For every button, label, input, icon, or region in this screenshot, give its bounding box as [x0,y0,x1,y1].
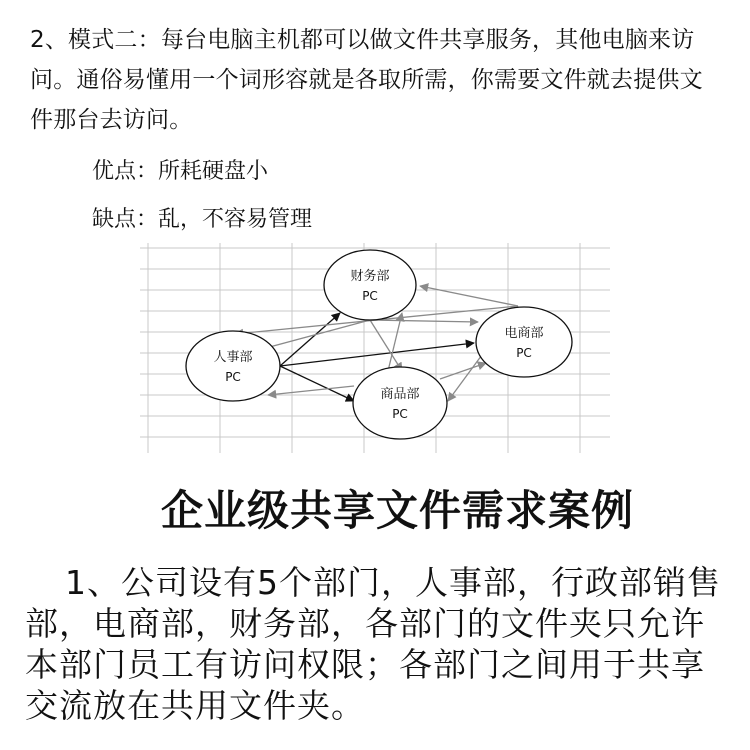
pros-line: 优点：所耗硬盘小 [92,159,269,184]
node-finance [324,250,416,320]
node-ecom [476,307,572,377]
node-goods-name: 商品部 [380,387,420,402]
node-finance-name: 财务部 [350,269,390,284]
cons-line: 缺点：乱，不容易管理 [92,207,313,232]
node-ecom-type: PC [516,346,532,360]
node-hr [186,331,280,401]
node-hr-type: PC [225,370,241,384]
case-title: 企业级共享文件需求案例 [160,486,634,535]
node-goods-type: PC [392,407,408,421]
node-goods [353,367,447,439]
node-ecom-name: 电商部 [504,326,544,341]
mode2-paragraph: 2、模式二：每台电脑主机都可以做文件共享服务，其他电脑来访问。通俗易懂用一个词形容就是各取所需，你需要文件就去提供文件那台去访问。 [30,27,703,133]
node-finance-type: PC [362,289,378,303]
case-body: 1、公司设有5个部门，人事部，行政部销售部，电商部，财务部，各部门的文件夹只允许本部门员工有访问权限；各部门之间用于共享交流放在共用文件夹。 [25,563,721,725]
peer-sharing-diagram [140,243,610,453]
node-hr-name: 人事部 [213,350,253,365]
